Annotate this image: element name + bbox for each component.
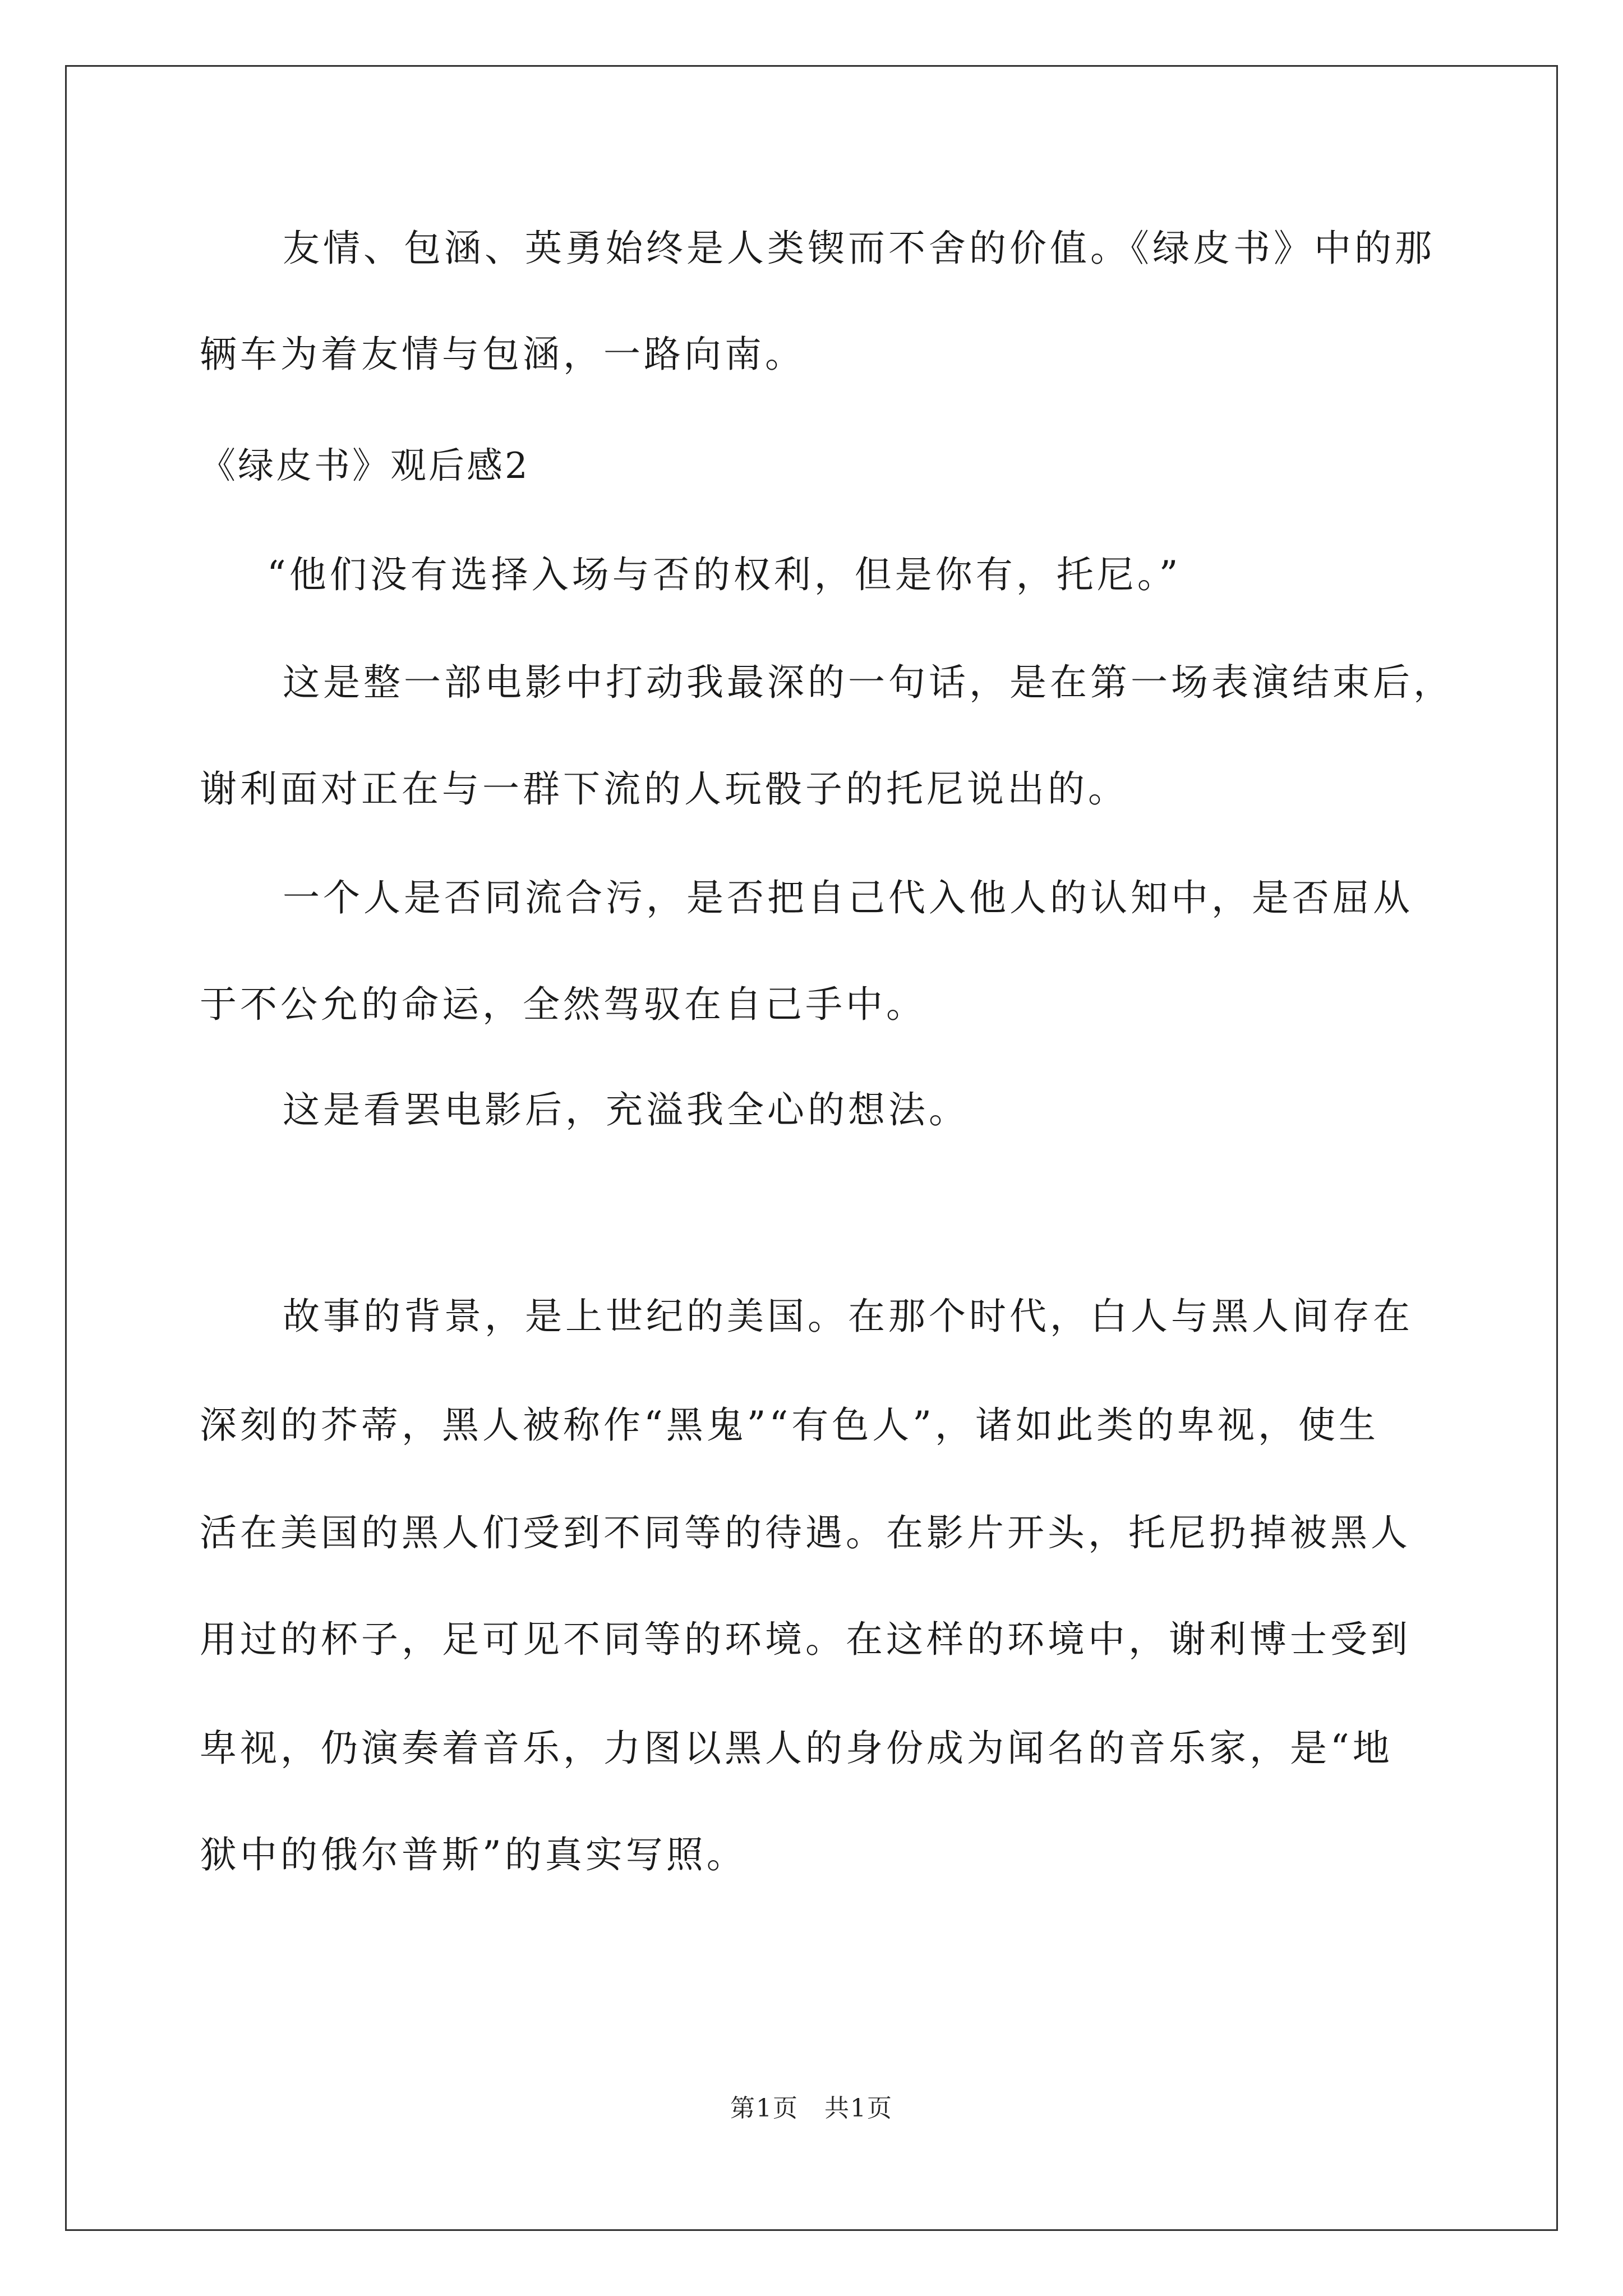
paragraph-line: 于不公允的命运，全然驾驭在自己手中。	[200, 983, 926, 1026]
quote-line: “他们没有选择入场与否的权利，但是你有，托尼。”	[267, 553, 1182, 596]
paragraph-line: 用过的杯子，足可见不同等的环境。在这样的环境中，谢利博士受到	[200, 1618, 1411, 1661]
paragraph-line: 狱中的俄尔普斯”的真实写照。	[200, 1833, 747, 1876]
section-heading: 《绿皮书》观后感2	[200, 445, 530, 487]
paragraph-line: 活在美国的黑人们受到不同等的待遇。在影片开头，托尼扔掉被黑人	[200, 1511, 1411, 1554]
paragraph-line: 这是整一部电影中打动我最深的一句话，是在第一场表演结束后，	[283, 661, 1454, 704]
paragraph-line: 这是看罢电影后，充溢我全心的想法。	[283, 1088, 969, 1131]
paragraph-line: 一个人是否同流合污，是否把自己代入他人的认知中，是否屈从	[283, 876, 1413, 919]
page-frame	[65, 65, 1558, 2231]
paragraph-line: 故事的背景，是上世纪的美国。在那个时代，白人与黑人间存在	[283, 1295, 1413, 1338]
page-number: 第1页 共1页	[730, 2094, 893, 2123]
paragraph-line: 深刻的芥蒂，黑人被称作“黑鬼”“有色人”，诸如此类的卑视，使生	[200, 1404, 1379, 1447]
paragraph-line: 卑视，仍演奏着音乐，力图以黑人的身份成为闻名的音乐家，是“地	[200, 1727, 1393, 1770]
paragraph-line: 友情、包涵、英勇始终是人类锲而不舍的价值。《绿皮书》中的那	[283, 227, 1435, 270]
paragraph-line: 谢利面对正在与一群下流的人玩骰子的托尼说出的。	[200, 767, 1128, 811]
paragraph-line: 辆车为着友情与包涵，一路向南。	[200, 333, 805, 376]
